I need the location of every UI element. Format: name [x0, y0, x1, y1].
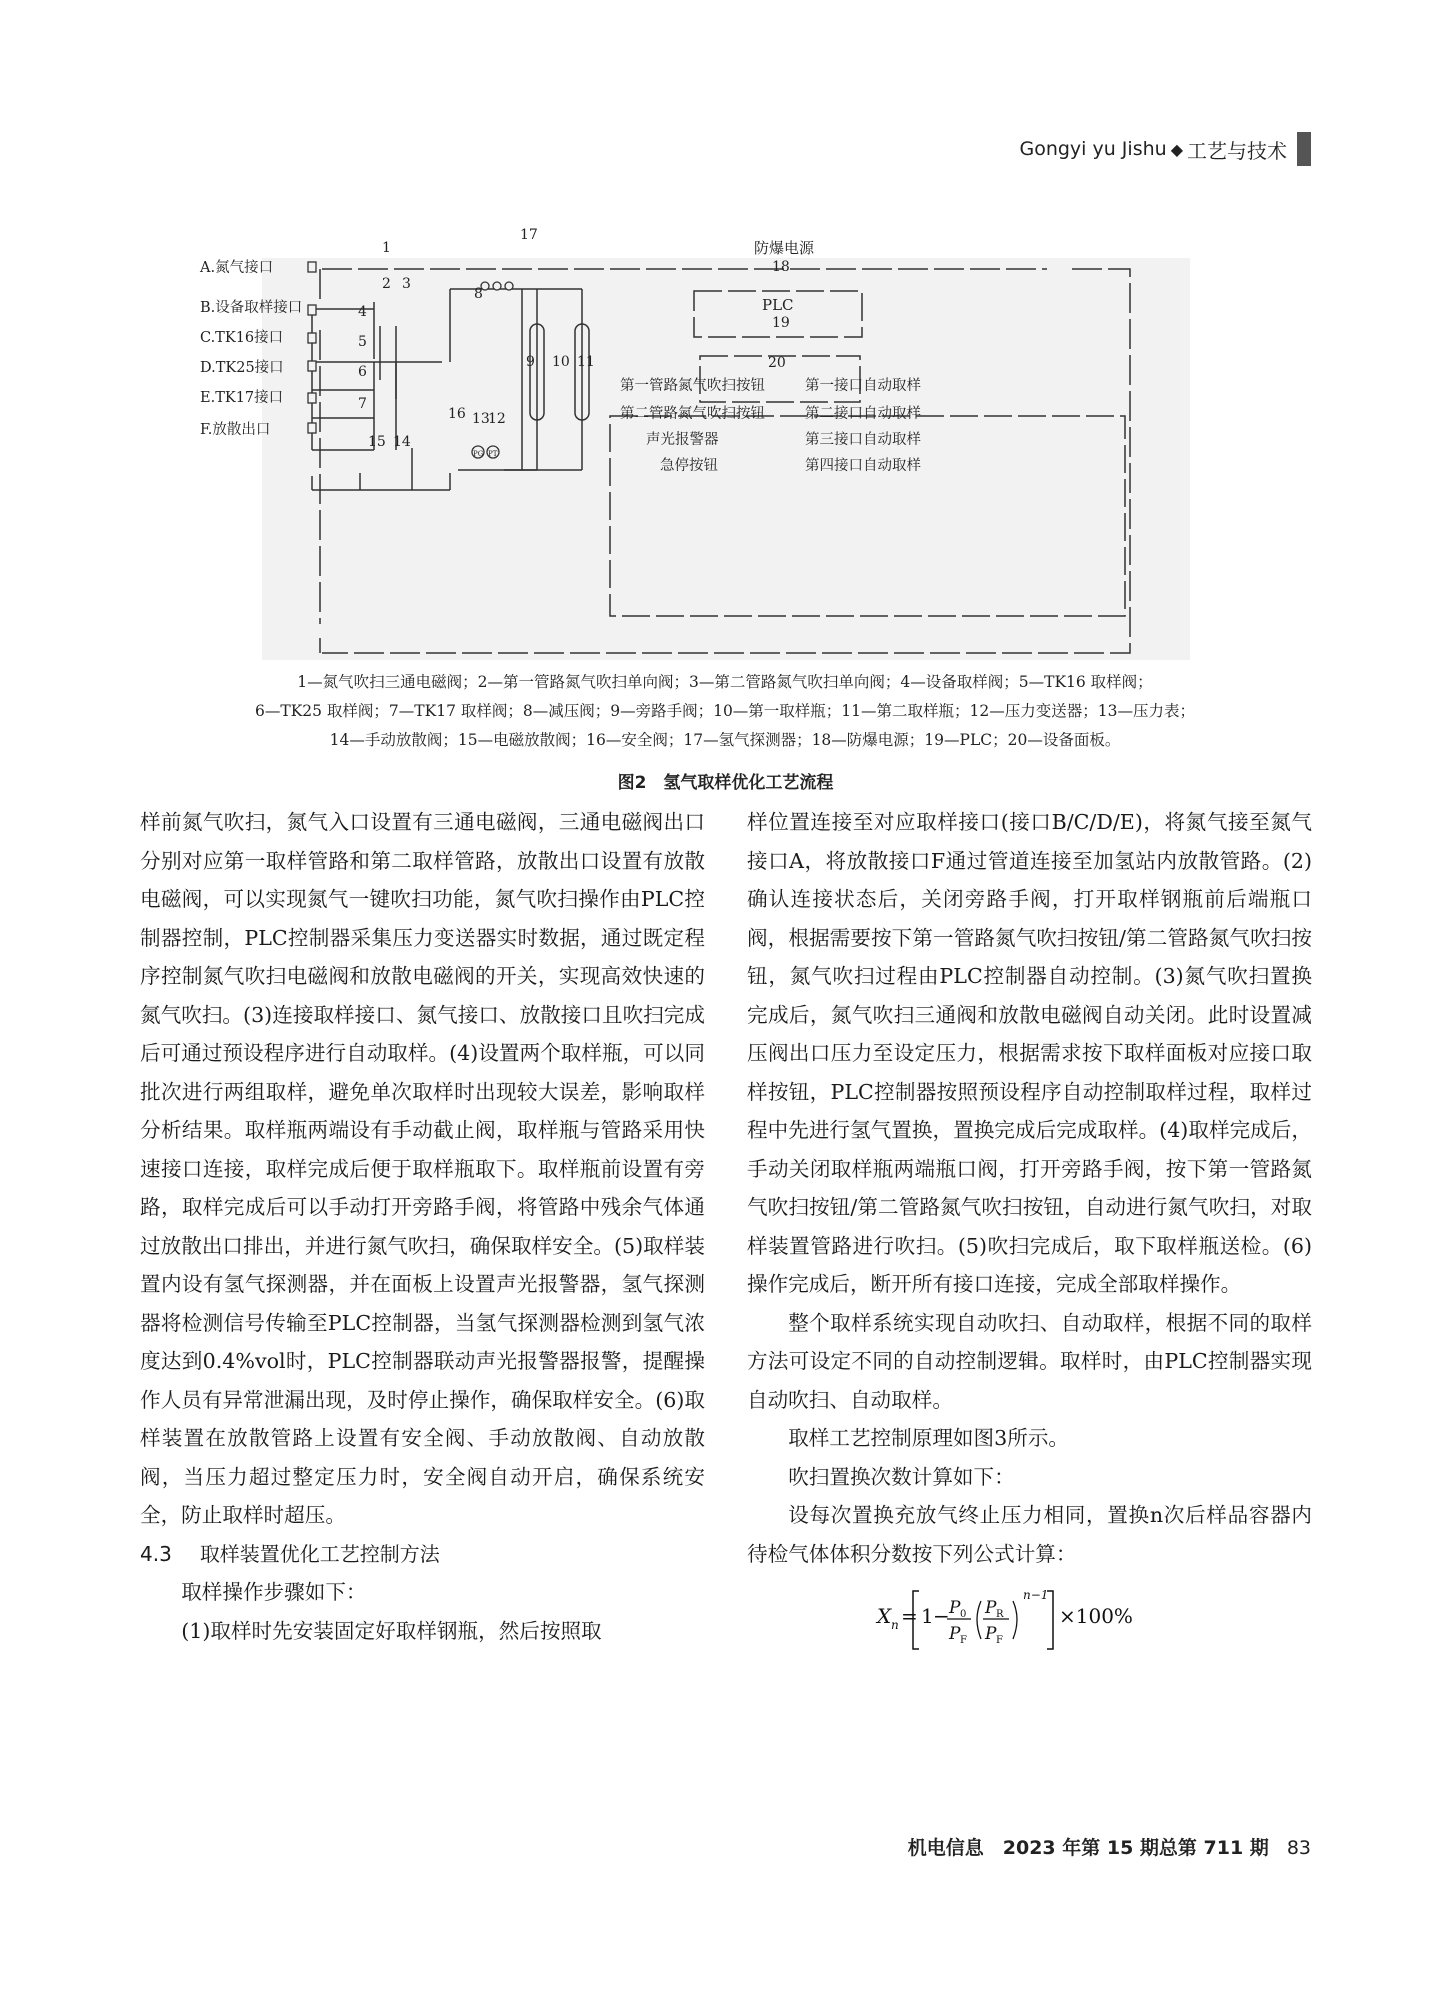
header-bar	[1297, 132, 1311, 166]
component-number: 9	[526, 354, 535, 370]
legend-line: 6—TK25 取样阀；7—TK17 取样阀；8—减压阀；9—旁路手阀；10—第一取样瓶；11—第二取样瓶；12—压力变送器；13—压力表；	[255, 702, 1195, 720]
component-number: 11	[577, 354, 595, 370]
panel-item: 第四接口自动取样	[805, 458, 921, 474]
diamond-icon: ◆	[1170, 139, 1183, 159]
paragraph: 整个取样系统实现自动吹扫、自动取样，根据不同的取样方法可设定不同的自动控制逻辑。取样时，由PLC控制器实现自动吹扫、自动取样。	[747, 1310, 1312, 1412]
component-number: 19	[772, 315, 790, 331]
paragraph: 设每次置换充放气终止压力相同，置换n次后样品容器内待检气体体积分数按下列公式计算：	[747, 1503, 1312, 1566]
panel-item: 第二管路氮气吹扫按钮	[620, 406, 765, 422]
component-number: 14	[393, 434, 411, 450]
plc-label: PLC	[762, 296, 794, 314]
component-number: 15	[368, 434, 386, 450]
section-title: 取样装置优化工艺控制方法	[199, 1541, 440, 1566]
port-label: E.TK17接口	[200, 390, 284, 406]
formula-text: n−1	[1023, 1588, 1049, 1602]
page-footer	[908, 1833, 1311, 1860]
formula-text: P	[949, 1624, 961, 1644]
component-number: 1	[382, 240, 391, 256]
formula-text: 0	[960, 1609, 967, 1620]
formula-text: P	[949, 1598, 961, 1618]
port-label: A.氮气接口	[200, 260, 274, 276]
component-number: 6	[358, 364, 367, 380]
formula-text: 1	[921, 1604, 934, 1628]
component-number: 16	[448, 406, 466, 422]
gauge-label: PT	[488, 450, 498, 458]
formula-text: X	[877, 1604, 892, 1628]
component-number: 10	[552, 354, 570, 370]
formula-text: F	[960, 1635, 967, 1646]
panel-item: 第一接口自动取样	[805, 378, 921, 394]
component-number: 3	[402, 276, 411, 292]
paragraph: 取样操作步骤如下：	[181, 1580, 367, 1604]
port-label: C.TK16接口	[200, 330, 284, 346]
paragraph: (1)取样时先安装固定好取样钢瓶，然后按照取	[181, 1618, 602, 1643]
paragraph: 样位置连接至对应取样接口(接口B/C/D/E)，将氮气接至氮气接口A，将放散接口F通过管道连接至加氢站内放散管路。(2)确认连接状态后，关闭旁路手阀，打开取样钢瓶前后端瓶口阀，根据需要按下第一管路氮气吹扫按钮/第二管路氮气吹扫按钮，氮气吹扫过程由PLC控制器自动控制。(3)氮气吹扫置换完成后，氮气吹扫三通阀和放散电磁阀自动关闭。此时设置减压阀出口压力至设定压力，根据需求按下取样面板对应接口取样按钮，PLC控制器按照预设程序自动控制取样过程，取样过程中先进行氢气置换，置换完成后完成取样。(4)取样完成后，手动关闭取样瓶两端瓶口阀，打开旁路手阀，按下第一管路氮气吹扫按钮/第二管路氮气吹扫按钮，自动进行氮气吹扫，对取样装置管路进行吹扫。(5)吹扫完成后，取下取样瓶送检。(6)操作完成后，断开所有接口连接，完成全部取样操作。	[747, 810, 1312, 1296]
right-column	[747, 803, 1312, 1653]
panel-item: 第三接口自动取样	[805, 432, 921, 448]
panel-item: 急停按钮	[660, 458, 718, 474]
legend-line: 14—手动放散阀；15—电磁放散阀；16—安全阀；17—氢气探测器；18—防爆电源；19—PLC；20—设备面板。	[329, 731, 1121, 749]
page-number: 83	[1286, 1837, 1311, 1859]
formula-text: ×100%	[1059, 1604, 1133, 1628]
power-label: 防爆电源	[754, 239, 815, 257]
legend-line: 1—氮气吹扫三通电磁阀；2—第一管路氮气吹扫单向阀；3—第二管路氮气吹扫单向阀；4—设备取样阀；5—TK16 取样阀；	[297, 673, 1153, 691]
port-label: D.TK25接口	[200, 360, 284, 376]
running-head	[1019, 132, 1311, 166]
process-flow-diagram	[200, 227, 1190, 660]
formula-text: n	[891, 1618, 899, 1632]
paragraph: 取样工艺控制原理如图3所示。	[788, 1426, 1070, 1450]
purge-formula	[747, 1583, 1312, 1653]
journal-info: 机电信息 2023 年第 15 期总第 711 期	[907, 1837, 1269, 1859]
port-label: F.放散出口	[200, 422, 271, 438]
panel-item: 声光报警器	[646, 432, 719, 448]
component-number: 4	[358, 304, 367, 320]
component-number: 7	[358, 396, 367, 412]
formula-text: =	[901, 1604, 918, 1628]
component-number: 2	[382, 276, 391, 292]
component-number: 18	[772, 259, 790, 275]
paragraph: 样前氮气吹扫，氮气入口设置有三通电磁阀，三通电磁阀出口分别对应第一取样管路和第二取样管路，放散出口设置有放散电磁阀，可以实现氮气一键吹扫功能，氮气吹扫操作由PLC控制器控制，PLC控制器采集压力变送器实时数据，通过既定程序控制氮气吹扫电磁阀和放散电磁阀的开关，实现高效快速的氮气吹扫。(3)连接取样接口、氮气接口、放散接口且吹扫完成后可通过预设程序进行自动取样。(4)设置两个取样瓶，可以同批次进行两组取样，避免单次取样时出现较大误差，影响取样分析结果。取样瓶两端设有手动截止阀，取样瓶与管路采用快速接口连接，取样完成后便于取样瓶取下。取样瓶前设置有旁路，取样完成后可以手动打开旁路手阀，将管路中残余气体通过放散出口排出，并进行氮气吹扫，确保取样安全。(5)取样装置内设有氢气探测器，并在面板上设置声光报警器，氢气探测器将检测信号传输至PLC控制器，当氢气探测器检测到氢气浓度达到0.4%vol时，PLC控制器联动声光报警器报警，提醒操作人员有异常泄漏出现，及时停止操作，确保取样安全。(6)取样装置在放散管路上设置有安全阀、手动放散阀、自动放散阀，当压力超过整定压力时，安全阀自动开启，确保系统安全，防止取样时超压。	[140, 810, 705, 1527]
section-number: 4.3	[140, 1541, 172, 1566]
figure-legend	[150, 668, 1300, 755]
formula-text: P	[985, 1624, 997, 1644]
panel-item: 第一管路氮气吹扫按钮	[620, 378, 765, 394]
component-number: 20	[768, 355, 786, 371]
formula-text: P	[985, 1598, 997, 1618]
formula-text: −	[933, 1604, 950, 1628]
port-label: B.设备取样接口	[200, 300, 303, 316]
component-number: 5	[358, 334, 367, 350]
paragraph: 吹扫置换次数计算如下：	[788, 1464, 1015, 1489]
component-number: 8	[474, 286, 483, 302]
left-column	[140, 803, 705, 1650]
running-head-chinese: 工艺与技术	[1187, 138, 1287, 163]
panel-item: 第二接口自动取样	[805, 406, 921, 422]
section-heading	[140, 1535, 705, 1574]
figure-caption: 图2 氢气取样优化工艺流程	[617, 773, 834, 793]
running-head-latin: Gongyi yu Jishu	[1019, 138, 1167, 160]
component-number: 17	[520, 227, 538, 243]
gauge-label: PG	[473, 450, 484, 458]
component-number: 12	[488, 411, 506, 427]
formula-text: F	[996, 1635, 1003, 1646]
component-number: 13	[472, 411, 490, 427]
formula-text: R	[996, 1609, 1004, 1620]
